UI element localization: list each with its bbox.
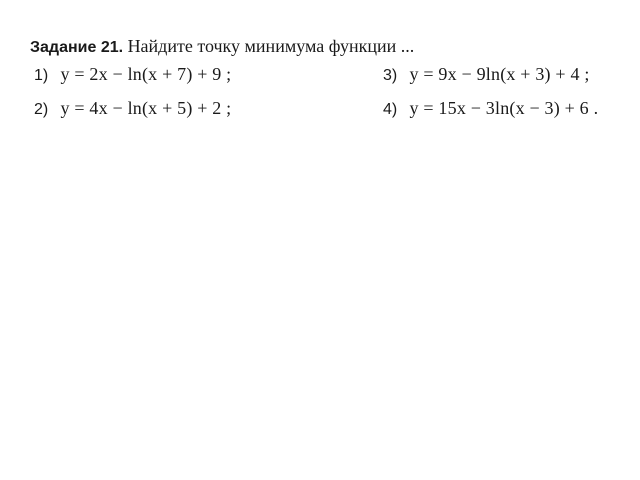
task-header bbox=[30, 36, 414, 58]
task-label: Задание 21. bbox=[30, 39, 124, 56]
problem-3 bbox=[383, 64, 590, 86]
problem-4 bbox=[383, 98, 598, 120]
problem-number: 3) bbox=[383, 67, 398, 84]
problem-formula: y = 4x − ln(x + 5) + 2 ; bbox=[60, 98, 232, 118]
problem-number: 2) bbox=[34, 101, 49, 118]
problem-formula: y = 9x − 9ln(x + 3) + 4 ; bbox=[409, 64, 590, 84]
problem-formula: y = 2x − ln(x + 7) + 9 ; bbox=[60, 64, 232, 84]
problem-formula: y = 15x − 3ln(x − 3) + 6 . bbox=[409, 98, 599, 118]
problem-number: 1) bbox=[34, 67, 49, 84]
problem-1 bbox=[34, 64, 231, 86]
problem-number: 4) bbox=[383, 101, 398, 118]
task-instruction: Найдите точку минимума функции ... bbox=[127, 36, 415, 56]
problem-2 bbox=[34, 98, 231, 120]
